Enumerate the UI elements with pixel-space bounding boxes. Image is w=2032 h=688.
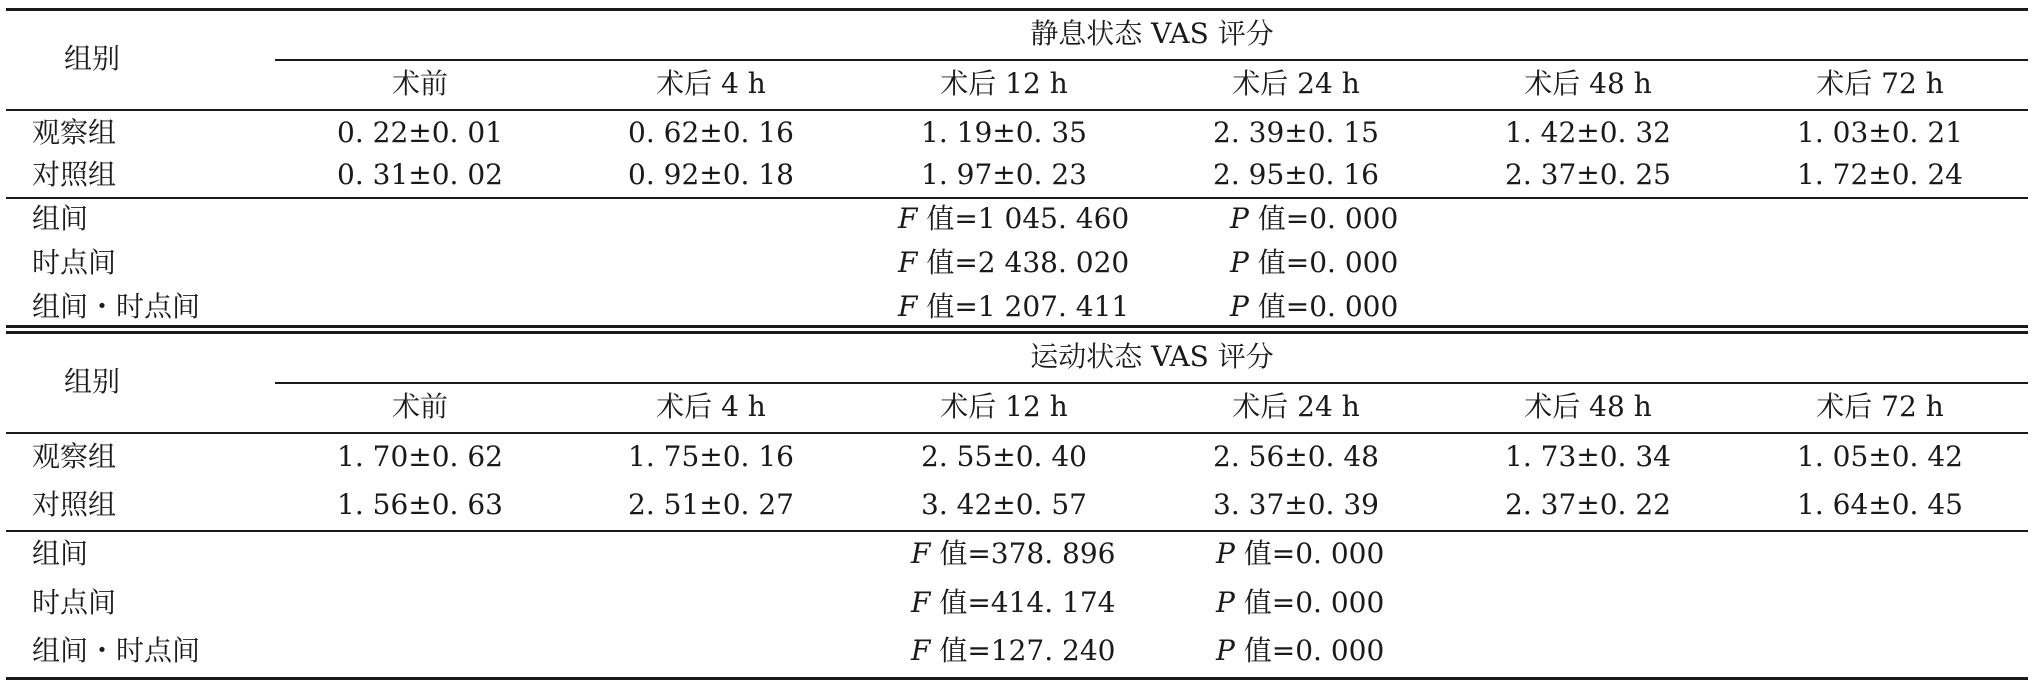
p-value: 值=0. 000 <box>1248 290 1399 323</box>
p-statistic <box>1216 537 1384 571</box>
p-symbol: P <box>1216 586 1235 619</box>
section-1-stats-rule <box>6 197 2028 199</box>
f-value: 值=1 045. 460 <box>917 202 1130 235</box>
f-value: 值=378. 896 <box>930 537 1116 570</box>
f-value: 值=127. 240 <box>930 634 1116 667</box>
table-cell: 1. 42±0. 32 <box>1505 116 1671 149</box>
group-header: 组别 <box>64 365 121 398</box>
col-header: 术后 4 h <box>656 390 766 423</box>
f-statistic <box>898 246 1129 280</box>
p-statistic <box>1230 246 1398 280</box>
section-divider-rule-b <box>6 331 2028 334</box>
f-symbol: F <box>898 290 918 323</box>
f-statistic <box>911 537 1116 571</box>
table-cell: 1. 19±0. 35 <box>921 116 1087 149</box>
p-value: 值=0. 000 <box>1248 202 1399 235</box>
table-cell: 2. 51±0. 27 <box>628 488 794 521</box>
col-header: 术前 <box>391 390 449 423</box>
table-cell: 1. 97±0. 23 <box>921 158 1087 191</box>
table-cell: 1. 64±0. 45 <box>1797 488 1963 521</box>
p-statistic <box>1230 202 1398 236</box>
f-statistic <box>911 634 1116 668</box>
section-divider-rule-a <box>6 325 2028 328</box>
table-cell: 2. 55±0. 40 <box>921 440 1087 473</box>
col-header: 术后 24 h <box>1232 390 1360 423</box>
col-header: 术后 48 h <box>1524 390 1652 423</box>
table-cell: 2. 95±0. 16 <box>1213 158 1379 191</box>
group-header: 组别 <box>64 42 121 75</box>
stat-label: 时点间 <box>32 586 117 619</box>
p-symbol: P <box>1216 634 1235 667</box>
section-title: 静息状态 VAS 评分 <box>1030 17 1274 50</box>
p-value: 值=0. 000 <box>1248 246 1399 279</box>
table-cell: 0. 22±0. 01 <box>337 116 503 149</box>
table-cell: 1. 73±0. 34 <box>1505 440 1671 473</box>
col-header: 术后 4 h <box>656 67 766 100</box>
section-1-header-rule <box>6 109 2028 111</box>
stat-label: 时点间 <box>32 246 117 279</box>
f-value: 值=1 207. 411 <box>917 290 1130 323</box>
stat-label: 组间 <box>32 537 89 570</box>
table-cell: 1. 72±0. 24 <box>1797 158 1963 191</box>
table-cell: 3. 37±0. 39 <box>1213 488 1379 521</box>
p-statistic <box>1230 290 1398 324</box>
f-statistic <box>898 290 1129 324</box>
f-symbol: F <box>898 202 918 235</box>
section-title: 运动状态 VAS 评分 <box>1030 340 1274 373</box>
p-symbol: P <box>1230 290 1249 323</box>
section-2-subrule <box>275 382 2028 384</box>
col-header: 术后 72 h <box>1816 390 1944 423</box>
f-value: 值=2 438. 020 <box>917 246 1130 279</box>
p-statistic <box>1216 634 1384 668</box>
row-label: 对照组 <box>32 488 117 521</box>
section-2-header-rule <box>6 432 2028 434</box>
f-value: 值=414. 174 <box>930 586 1116 619</box>
table-cell: 1. 70±0. 62 <box>337 440 503 473</box>
p-value: 值=0. 000 <box>1234 586 1385 619</box>
row-label: 对照组 <box>32 158 117 191</box>
table-cell: 0. 92±0. 18 <box>628 158 794 191</box>
table-cell: 2. 39±0. 15 <box>1213 116 1379 149</box>
table-cell: 1. 03±0. 21 <box>1797 116 1963 149</box>
row-label: 观察组 <box>32 440 117 473</box>
top-rule <box>6 8 2028 11</box>
table-cell: 1. 75±0. 16 <box>628 440 794 473</box>
col-header: 术后 24 h <box>1232 67 1360 100</box>
f-statistic <box>898 202 1129 236</box>
col-header: 术后 12 h <box>940 390 1068 423</box>
p-symbol: P <box>1230 202 1249 235</box>
table-cell: 0. 62±0. 16 <box>628 116 794 149</box>
col-header: 术后 12 h <box>940 67 1068 100</box>
col-header: 术前 <box>391 67 449 100</box>
table-cell: 1. 05±0. 42 <box>1797 440 1963 473</box>
stat-label: 组间・时点间 <box>32 634 201 667</box>
section-2-stats-rule <box>6 530 2028 532</box>
f-symbol: F <box>898 246 918 279</box>
col-header: 术后 72 h <box>1816 67 1944 100</box>
table-cell: 0. 31±0. 02 <box>337 158 503 191</box>
p-value: 值=0. 000 <box>1234 634 1385 667</box>
section-1-subrule <box>275 59 2028 61</box>
f-symbol: F <box>911 634 931 667</box>
stat-label: 组间 <box>32 202 89 235</box>
col-header: 术后 48 h <box>1524 67 1652 100</box>
p-symbol: P <box>1230 246 1249 279</box>
p-statistic <box>1216 586 1384 620</box>
table-cell: 2. 37±0. 25 <box>1505 158 1671 191</box>
table-cell: 2. 37±0. 22 <box>1505 488 1671 521</box>
p-symbol: P <box>1216 537 1235 570</box>
row-label: 观察组 <box>32 116 117 149</box>
stat-label: 组间・时点间 <box>32 290 201 323</box>
bottom-rule <box>6 677 2028 680</box>
f-statistic <box>911 586 1116 620</box>
f-symbol: F <box>911 537 931 570</box>
p-value: 值=0. 000 <box>1234 537 1385 570</box>
table-cell: 2. 56±0. 48 <box>1213 440 1379 473</box>
table-cell: 3. 42±0. 57 <box>921 488 1087 521</box>
table-cell: 1. 56±0. 63 <box>337 488 503 521</box>
f-symbol: F <box>911 586 931 619</box>
